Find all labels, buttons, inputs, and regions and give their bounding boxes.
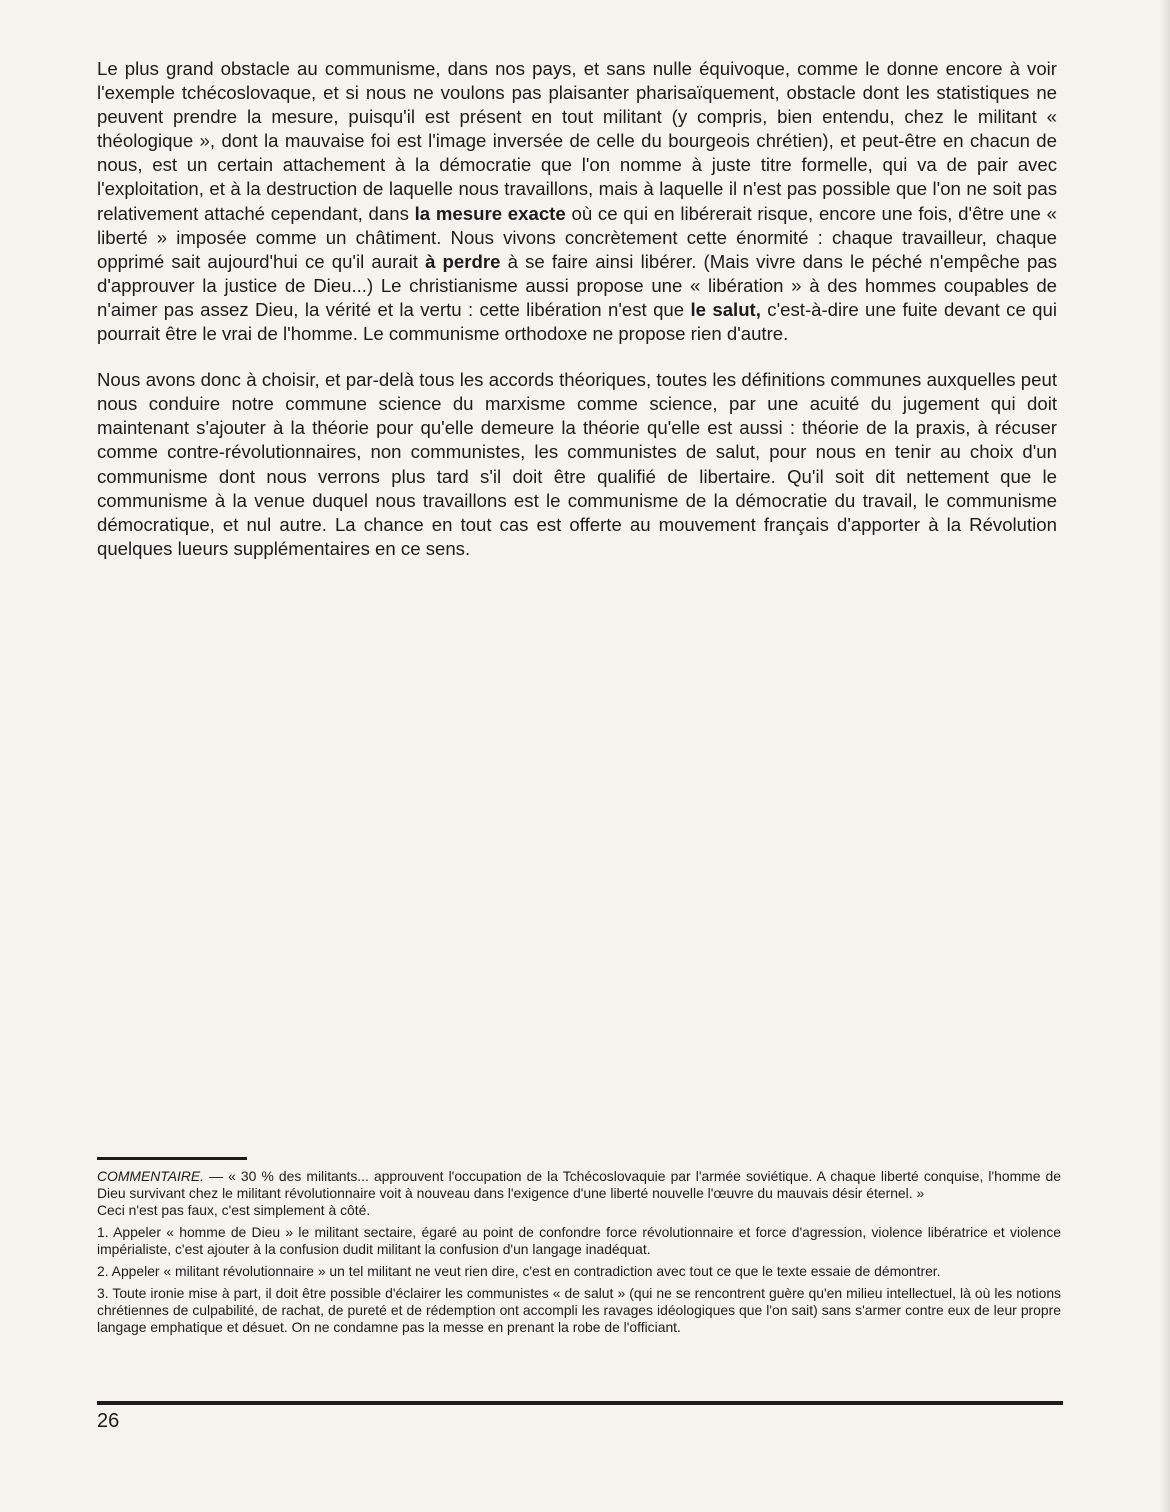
footnote-3: 3. Toute ironie mise à part, il doit être possible d'éclairer les communistes « de salut » (qui ne se rencontrent guère qu'en milieu intellectuel, là où les notions chrétiennes de culpabilité, de rachat, de pureté et de rédemption ont accompli les ravages idéologiques que l'on sait) sans s'armer contre eux de leur propre langage emphatique et désuet. On ne condamne pas la messe en prenant la robe de l'officiant. [97, 1285, 1061, 1335]
bold-text-run: à perdre [425, 250, 501, 272]
footnote-1: 1. Appeler « homme de Dieu » le militant sectaire, égaré au point de confondre force révolutionnaire et force d'agression, violence libératrice et violence impérialiste, c'est ajouter à la confusion dudit militant la confusion d'un langage inadéquat. [97, 1224, 1061, 1257]
bold-text-run: la mesure exacte [414, 202, 566, 224]
bold-text-run: le salut, [690, 298, 761, 320]
page-number: 26 [97, 1410, 120, 1432]
page-edge-shadow [1160, 0, 1170, 1512]
text-run: Le plus grand obstacle au communisme, dans nos pays, et sans nulle équivoque, comme le donne encore à voir l'exemple tchécoslovaque, et si nous ne voulons pas plaisanter pharisaïquement, obstacle dont les statistiques ne peuvent prendre la mesure, puisqu'il est présent en tout militant (y compris, bien entendu, chez le militant « théologique », dont la mauvaise foi est l'image inversée de celle du bourgeois chrétien), et peut-être en chacun de nous, est un certain attachement à la démocratie que l'on nomme à juste titre formelle, qui va de pair avec l'exploitation, et à la destruction de laquelle nous travaillons, mais à laquelle il n'est pas possible que l'on ne soit pas relativement attaché cependant, dans [97, 58, 1057, 224]
commentaire-quote: — « 30 % des militants... approuvent l'occupation de la Tchécoslovaquie par l'armée soviétique. A chaque liberté conquise, l'homme de Dieu survivant chez le militant révolutionnaire voit à nouveau dans l'exigence d'une liberté nouvelle l'œuvre du mauvais désir éternel. » [97, 1168, 1061, 1201]
text-run: c'est-à-dire une fuite devant ce qui pourrait être le vrai de l'homme. Le communisme orthodoxe ne propose rien d'autre. [97, 298, 1057, 345]
paragraph-2 [97, 368, 1057, 561]
footnote-divider [97, 1157, 247, 1160]
page-bottom-rule [97, 1401, 1063, 1405]
commentaire-label: COMMENTAIRE. [97, 1168, 205, 1184]
footnotes [97, 1168, 1061, 1341]
text-run: à se faire ainsi libérer. (Mais vivre dans le péché n'empêche pas d'approuver la justice de Dieu...) Le christianisme aussi propose une « libération » à des hommes coupables de n'aimer pas assez Dieu, la vérité et la vertu : cette libération n'est que [97, 250, 1057, 320]
footnote-2: 2. Appeler « militant révolutionnaire » un tel militant ne veut rien dire, c'est en contradiction avec tout ce que le texte essaie de démontrer. [97, 1263, 941, 1279]
paragraph-1 [97, 57, 1057, 346]
text-run: Nous avons donc à choisir, et par-delà tous les accords théoriques, toutes les définitions communes auxquelles peut nous conduire notre commune science du marxisme comme science, par une acuité du jugement qui doit maintenant s'ajouter à la théorie pour qu'elle demeure la théorie qu'elle est aussi : théorie de la praxis, à récuser comme contre-révolutionnaires, non communistes, les communistes de salut, pour nous en tenir au choix d'un communisme dont nous verrons plus tard s'il doit être qualifié de libertaire. Qu'il soit dit nettement que le communisme à la venue duquel nous travaillons est le communisme de la démocratie du travail, le communisme démocratique, et nul autre. La chance en tout cas est offerte au mouvement français d'apporter à la Révolution quelques lueurs supplémentaires en ce sens. [97, 369, 1057, 559]
commentaire-note [97, 1168, 1061, 1202]
main-text [97, 57, 1057, 583]
commentaire-reply: Ceci n'est pas faux, c'est simplement à côté. [97, 1202, 371, 1218]
text-run: où ce qui en libérerait risque, encore une fois, d'être une « liberté » imposée comme un châtiment. Nous vivons concrètement cette énormité : chaque travailleur, chaque opprimé sait aujourd'hui ce qu'il aurait [97, 202, 1057, 272]
